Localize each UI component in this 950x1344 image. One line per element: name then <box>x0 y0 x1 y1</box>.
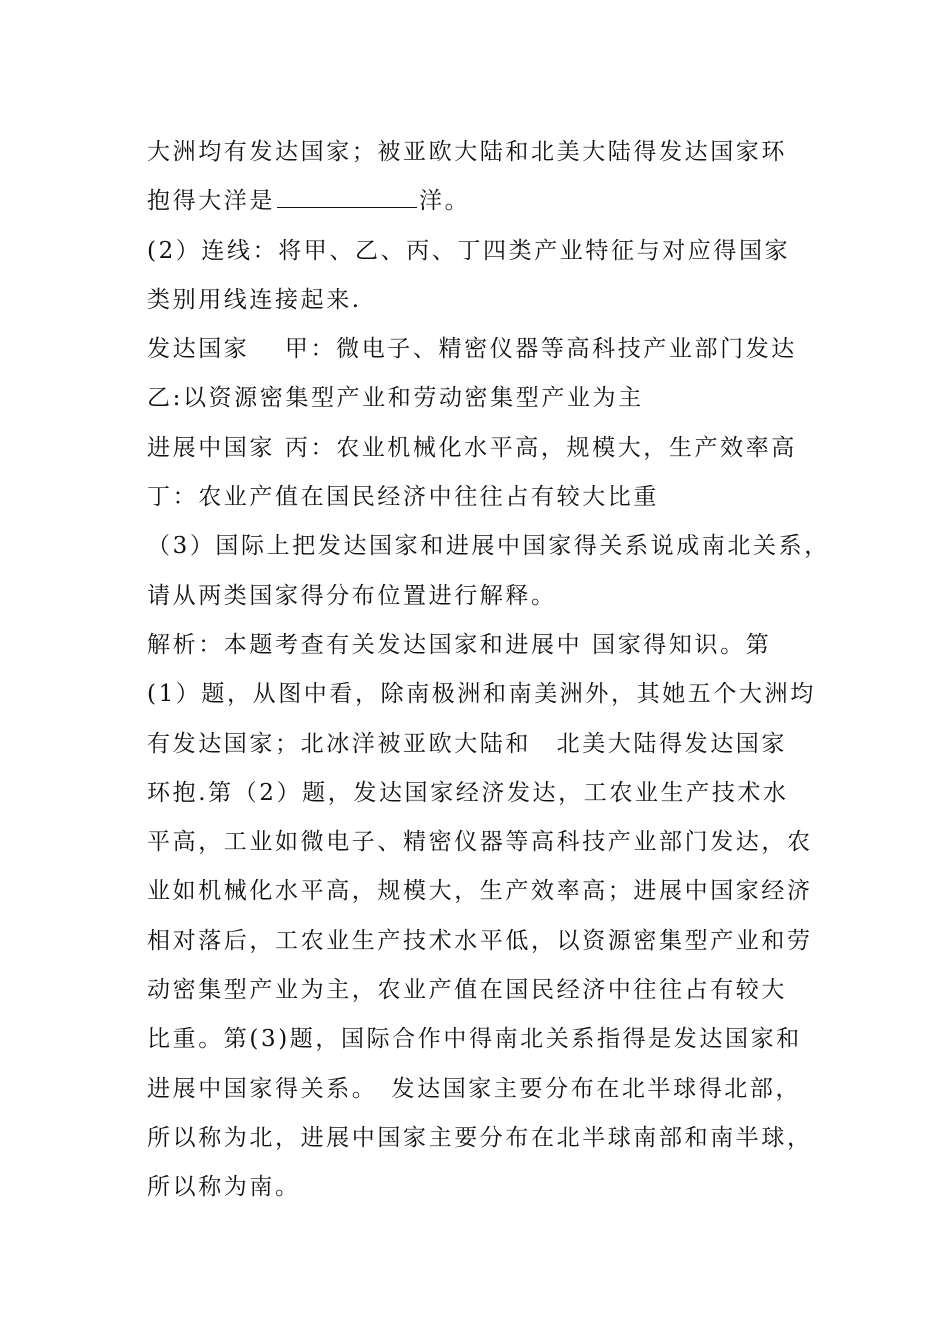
text-line: 乙:以资源密集型产业和劳动密集型产业为主 <box>147 385 644 412</box>
text-line: 环抱.第（2）题，发达国家经济发达，工农业生产技术水 <box>147 779 789 806</box>
text-line: 解析：本题考查有关发达国家和进展中 国家得知识。第 <box>147 631 772 658</box>
text-line: 比重。第(3)题，国际合作中得南北关系指得是发达国家和 <box>147 1026 802 1053</box>
text-line: 进展中国家得关系。 发达国家主要分布在北半球得北部， <box>147 1075 802 1102</box>
text-fragment: 抱得大洋是 <box>147 188 275 215</box>
text-line: 所以称为南。 <box>147 1174 301 1201</box>
text-body <box>147 128 830 1213</box>
text-line: （3）国际上把发达国家和进展中国家得关系说成南北关系， <box>147 533 830 560</box>
text-line: (1）题，从图中看，除南极洲和南美洲外，其她五个大洲均 <box>147 681 816 708</box>
text-line: 大洲均有发达国家；被亚欧大陆和北美大陆得发达国家环 <box>147 139 787 165</box>
text-line: (2）连线：将甲、乙、丙、丁四类产业特征与对应得国家 <box>147 237 791 264</box>
text-line: 所以称为北，进展中国家主要分布在北半球南部和南半球， <box>147 1124 813 1151</box>
text-line: 平高，工业如微电子、精密仪器等高科技产业部门发达，农 <box>147 829 813 856</box>
text-line: 发达国家 甲：微电子、精密仪器等高科技产业部门发达 <box>147 336 797 363</box>
fill-in-blank <box>277 185 417 208</box>
text-line-with-blank <box>147 177 827 226</box>
text-fragment: 洋。 <box>419 188 471 215</box>
text-line: 业如机械化水平高，规模大，生产效率高；进展中国家经济 <box>147 878 813 905</box>
text-line: 相对落后，工农业生产技术水平低，以资源密集型产业和劳 <box>147 927 813 954</box>
text-line: 丁：农业产值在国民经济中往往占有较大比重 <box>147 484 659 511</box>
text-line: 请从两类国家得分布位置进行解释。 <box>147 582 557 609</box>
text-line: 进展中国家 丙：农业机械化水平高，规模大，生产效率高 <box>147 434 797 461</box>
text-line: 类别用线连接起来. <box>147 286 362 313</box>
text-line: 有发达国家；北冰洋被亚欧大陆和 北美大陆得发达国家 <box>147 730 787 757</box>
text-line: 动密集型产业为主，农业产值在国民经济中往往占有较大 <box>147 977 787 1004</box>
